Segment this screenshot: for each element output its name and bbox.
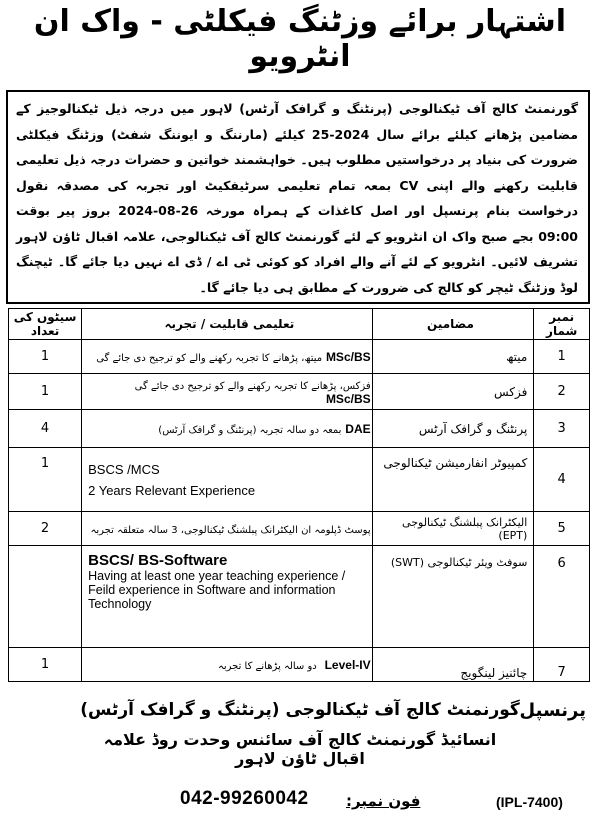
table-row — [9, 448, 590, 512]
qual-english: MSc/BS — [325, 391, 371, 406]
row-qualification — [82, 374, 373, 410]
college-address: انسائیڈ گورنمنٹ کالج آف سائنس وحدت روڈ علامہ اقبال ٹاؤن لاہور — [103, 730, 497, 768]
row-seats: 2 — [9, 512, 82, 546]
qual-english: DAE — [345, 421, 371, 436]
qual-english: BSCS/ BS-Software — [88, 552, 228, 569]
page-title: اشتہار برائے وزٹنگ فیکلٹی - واک ان انٹرویو — [33, 4, 567, 74]
row-seats: 1 — [9, 648, 82, 682]
table-row — [9, 340, 590, 374]
row-qualification — [82, 648, 373, 682]
row-seats — [9, 546, 82, 648]
header-qualification: تعلیمی قابلیت / تجربہ — [82, 309, 373, 340]
header-subject: مضامین — [372, 309, 534, 340]
table-row — [9, 512, 590, 546]
row-subject: الیکٹرانک پبلشنگ ٹیکنالوجی (EPT) — [372, 512, 534, 546]
qual-english: MSc/BS — [325, 349, 371, 364]
table-header-row — [9, 309, 590, 340]
row-seats: 1 — [9, 448, 82, 512]
row-subject: فزکس — [372, 374, 534, 410]
table-row — [9, 374, 590, 410]
row-subject: میتھ — [372, 340, 534, 374]
table-row — [9, 546, 590, 648]
phone-number: 042-99260042 — [180, 788, 309, 809]
principal-label: پرنسپل — [519, 700, 586, 721]
qual-urdu: دو سالہ پڑھانے کا تجربہ — [217, 660, 317, 672]
intro-text: گورنمنٹ کالج آف ٹیکنالوجی (پرنٹنگ و گرافک آرٹس) لاہور میں درجہ ذیل ٹیکنالوجیز کے مضامین پڑھانے کیلئے برائے سال 2024-25 کیلئے (مارننگ و ایوننگ شفٹ) وزٹنگ فیکلٹی ضرورت کی بنیاد پر درخواستیں مطلوب ہیں۔ خواہشمند خواتین و حضرات درجہ ذیل تعلیمی قابلیت رکھنے والے اپنی CV بمعہ تمام تعلیمی سرٹیفکیٹ اور تجربہ کی مصدقہ نقول درخواست بنام پرنسپل اور اصل کاغذات کے ہمراہ مورخہ 26-08-2024 بروز پیر بوقت 09:00 بجے صبح واک ان انٹرویو کے لئے گورنمنٹ کالج آف ٹیکنالوجی، علامہ اقبال ٹاؤن لاہور تشریف لائیں۔ انٹرویو کے لئے آنے والے افراد کو کوئی ٹی اے / ڈی اے نہیں دیا جائے گا۔ ٹیچنگ لوڈ وزٹنگ ٹیچر کو کالج کی ضرورت کے مطابق ہی دیا جائے گا۔ — [16, 101, 579, 295]
row-seats: 1 — [9, 340, 82, 374]
row-subject: پرنٹنگ و گرافک آرٹس — [372, 410, 534, 448]
row-qualification — [82, 410, 373, 448]
row-qualification — [82, 512, 373, 546]
row-no: 6 — [534, 546, 590, 648]
qual-urdu: پوسٹ ڈپلومہ ان الیکٹرانک پبلشنگ ٹیکنالوجی، 3 سالہ متعلقہ تجربہ — [90, 524, 371, 536]
qual-english: Level-IV — [324, 657, 371, 672]
header-seats: سیٹوں کی تعداد — [9, 309, 82, 340]
phone-label: فون نمبر: — [346, 792, 421, 810]
qual-urdu: (پرنٹنگ و گرافک آرٹس) بمعہ دو سالہ تجربہ — [158, 424, 342, 436]
row-qualification — [82, 448, 373, 512]
row-subject: چائنیز لینگویج — [372, 648, 534, 682]
row-qualification — [82, 340, 373, 374]
ipl-code: (IPL-7400) — [496, 794, 563, 810]
qual-urdu: میتھ، پڑھانے کا تجربہ رکھنے والے کو ترجیح دی جائے گی — [96, 352, 323, 364]
qual-urdu: فزکس، پڑھانے کا تجربہ رکھنے والے کو ترجیح دی جائے گی — [134, 380, 371, 392]
intro-box — [6, 90, 590, 304]
row-no: 3 — [534, 410, 590, 448]
posts-table — [8, 308, 590, 682]
qual-experience: Having at least one year teaching experience / Feild experience in Software and information Technology — [88, 569, 346, 611]
row-seats: 1 — [9, 374, 82, 410]
row-seats: 4 — [9, 410, 82, 448]
college-name: گورنمنٹ کالج آف ٹیکنالوجی (پرنٹنگ و گرافک آرٹس) — [80, 700, 520, 720]
qual-experience: 2 Years Relevant Experience — [88, 482, 256, 498]
table-row — [9, 648, 590, 682]
row-no: 4 — [534, 448, 590, 512]
row-no: 2 — [534, 374, 590, 410]
row-no: 5 — [534, 512, 590, 546]
row-no: 1 — [534, 340, 590, 374]
row-no: 7 — [534, 648, 590, 682]
header-no: نمبر شمار — [534, 309, 590, 340]
row-subject: کمپیوٹر انفارمیشن ٹیکنالوجی — [372, 448, 534, 512]
row-qualification — [82, 546, 373, 648]
table-row — [9, 410, 590, 448]
qual-english: BSCS /MCS — [88, 461, 160, 477]
row-subject: سوفٹ ویئر ٹیکنالوجی (SWT) — [372, 546, 534, 648]
